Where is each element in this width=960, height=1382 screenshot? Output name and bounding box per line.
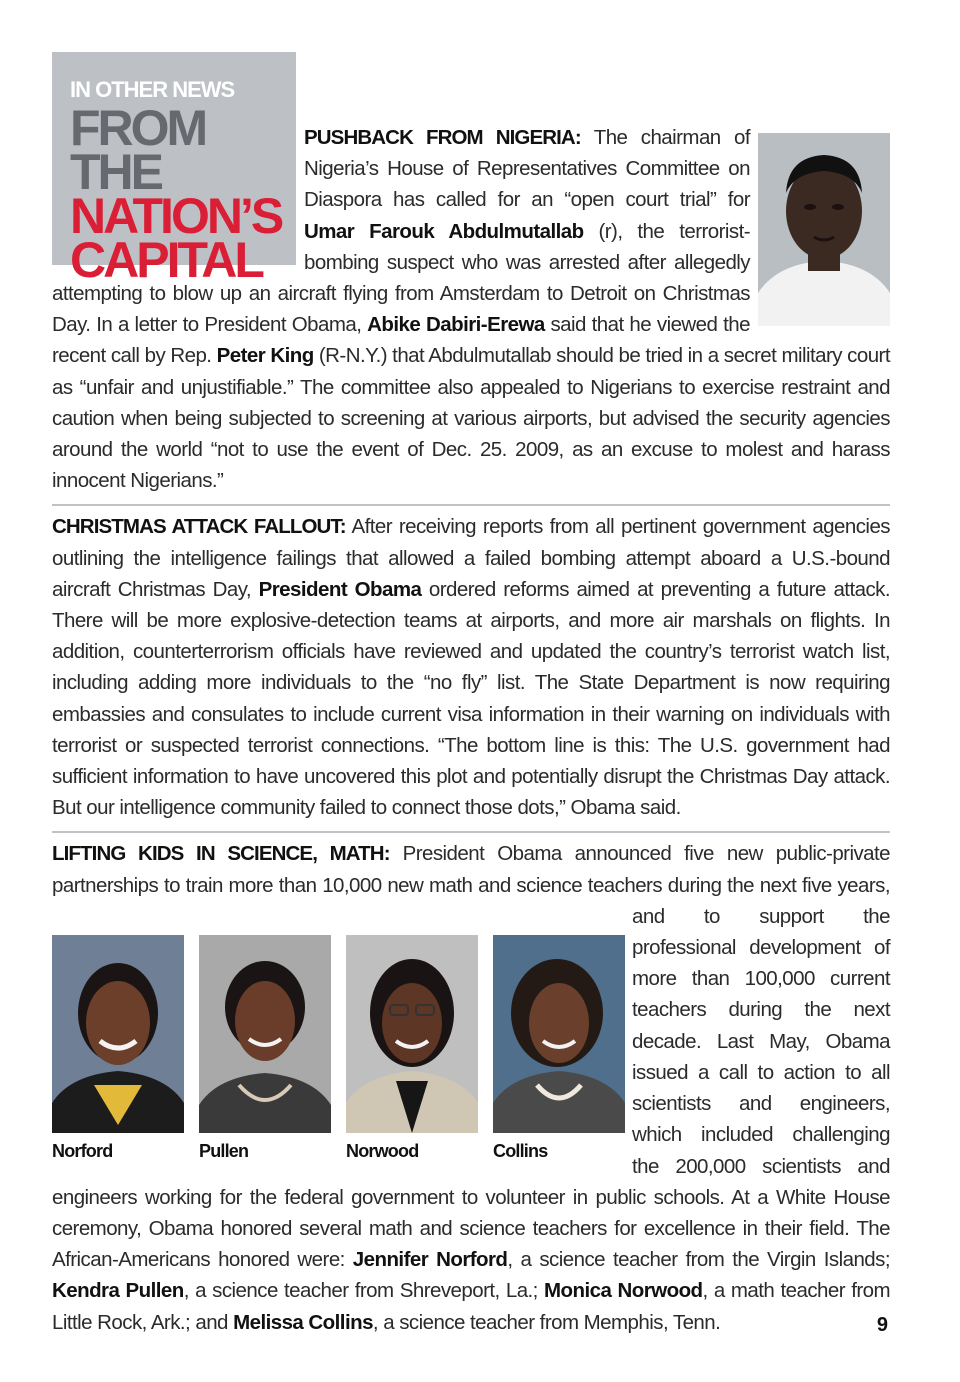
text-run: President Obama announced five new public-private partnerships to train more than 10,000 new math and science teachers during the next five years, and to support the professional development of more than 100,000 current teachers during the next decade. Last May, Obama issued a call to action to all scientists and engineers, which included challenging the 200,000 scientists and engineers working for the federal government to volunteer in public schools. At a White House ceremony, Obama honored several math and science teachers for excellence in their field. The African-Americans honored were: bbox=[52, 842, 890, 1272]
text-run: , a science teacher from Memphis, Tenn. bbox=[372, 1310, 721, 1334]
name-dabiri-erewa: Abike Dabiri-Erewa bbox=[367, 313, 545, 337]
name-norford: Jennifer Norford bbox=[352, 1248, 508, 1272]
text-run: The chairman of Nigeria’s House of Representatives Committee on Diaspora has called for an “open court trial” for bbox=[304, 126, 750, 212]
text-run: ordered reforms aimed at preventing a future attack. There will be more explosive-detection teams at airports, and more air marshals on flights. In addition, counterterrorism officials have reviewed and updated the country’s terrorist watch list, including adding more individuals to the “no fly” list. The State Department is now requiring embassies and consulates to include current visa information in their warning on individuals with terrorist or suspected terrorist connections. “The bottom line is this: The U.S. government had sufficient information to have uncovered this plot and potentially disrupt the Christmas Day attack. But our intelligence community failed to connect those dots,” Obama said. bbox=[52, 577, 890, 820]
photo-pullen bbox=[199, 935, 331, 1133]
text-run: , a science teacher from the Virgin Islands; bbox=[507, 1248, 890, 1272]
story-christmas-lead: CHRISTMAS ATTACK FALLOUT: bbox=[52, 515, 346, 539]
name-norwood: Monica Norwood bbox=[544, 1279, 703, 1303]
portrait-man-icon bbox=[758, 133, 890, 326]
name-president-obama: President Obama bbox=[258, 577, 422, 601]
photo-norford bbox=[52, 935, 184, 1133]
portrait-woman-icon bbox=[346, 935, 478, 1133]
header-kicker: IN OTHER NEWS bbox=[70, 77, 235, 102]
text-run: (r), the terrorist-bombing suspect who was arrested after allegedly attempting to blow up an aircraft flying from Amsterdam to Detroit on Christmas Day. In a letter to President Obama, bbox=[52, 219, 750, 337]
photo-cell-collins bbox=[493, 935, 625, 1161]
caption-norwood: Norwood bbox=[346, 1141, 419, 1162]
text-run: (R-N.Y.) that Abdulmutallab should be tried in a secret military court as “unfair and unjustifiable.” The committee also appealed to Nigerians to exercise restraint and caution when being subjected to screening at various airports, but advised the security agencies around the world “not to use the event of Dec. 25. 2009, as an excuse to molest and harass innocent Nigerians.” bbox=[52, 344, 890, 493]
text-run: , a science teacher from Shreveport, La.; bbox=[183, 1279, 545, 1303]
portrait-woman-icon bbox=[493, 935, 625, 1133]
caption-norford: Norford bbox=[52, 1141, 113, 1162]
portrait-woman-icon bbox=[52, 935, 184, 1133]
header-title-line2: NATION’S bbox=[70, 188, 282, 244]
section-header-box bbox=[52, 52, 296, 288]
photo-collins bbox=[493, 935, 625, 1133]
page-number: 9 bbox=[876, 1314, 888, 1336]
name-collins: Melissa Collins bbox=[233, 1310, 373, 1334]
photo-cell-norwood bbox=[346, 935, 478, 1161]
story-lifting-lead: LIFTING KIDS IN SCIENCE, MATH: bbox=[52, 842, 390, 866]
header-title-line1: FROM THE bbox=[70, 100, 206, 200]
teacher-photos-row bbox=[52, 935, 626, 1161]
portrait-woman-icon bbox=[199, 935, 331, 1133]
photo-abdulmutallab bbox=[758, 133, 890, 326]
name-peter-king: Peter King bbox=[216, 344, 314, 368]
name-abdulmutallab: Umar Farouk Abdulmutallab bbox=[304, 219, 584, 243]
photo-norwood bbox=[346, 935, 478, 1133]
photo-cell-norford bbox=[52, 935, 184, 1161]
name-pullen: Kendra Pullen bbox=[52, 1279, 184, 1303]
text-run: said that he viewed the recent call by Rep. bbox=[52, 313, 750, 368]
section-divider bbox=[52, 831, 890, 833]
text-run: , a math teacher from Little Rock, Ark.; and bbox=[52, 1279, 891, 1334]
text-run: After receiving reports from all pertinent government agencies outlining the intelligence failings that allowed a failed bombing attempt aboard a U.S.-bound aircraft Christmas Day, bbox=[52, 515, 890, 601]
caption-pullen: Pullen bbox=[199, 1141, 249, 1162]
section-divider bbox=[52, 504, 890, 506]
header-title-line3: CAPITAL bbox=[70, 232, 262, 288]
photo-cell-pullen bbox=[199, 935, 331, 1161]
story-pushback-lead: PUSHBACK FROM NIGERIA: bbox=[304, 126, 581, 149]
story-christmas-attack bbox=[52, 511, 890, 823]
caption-collins: Collins bbox=[493, 1141, 548, 1162]
